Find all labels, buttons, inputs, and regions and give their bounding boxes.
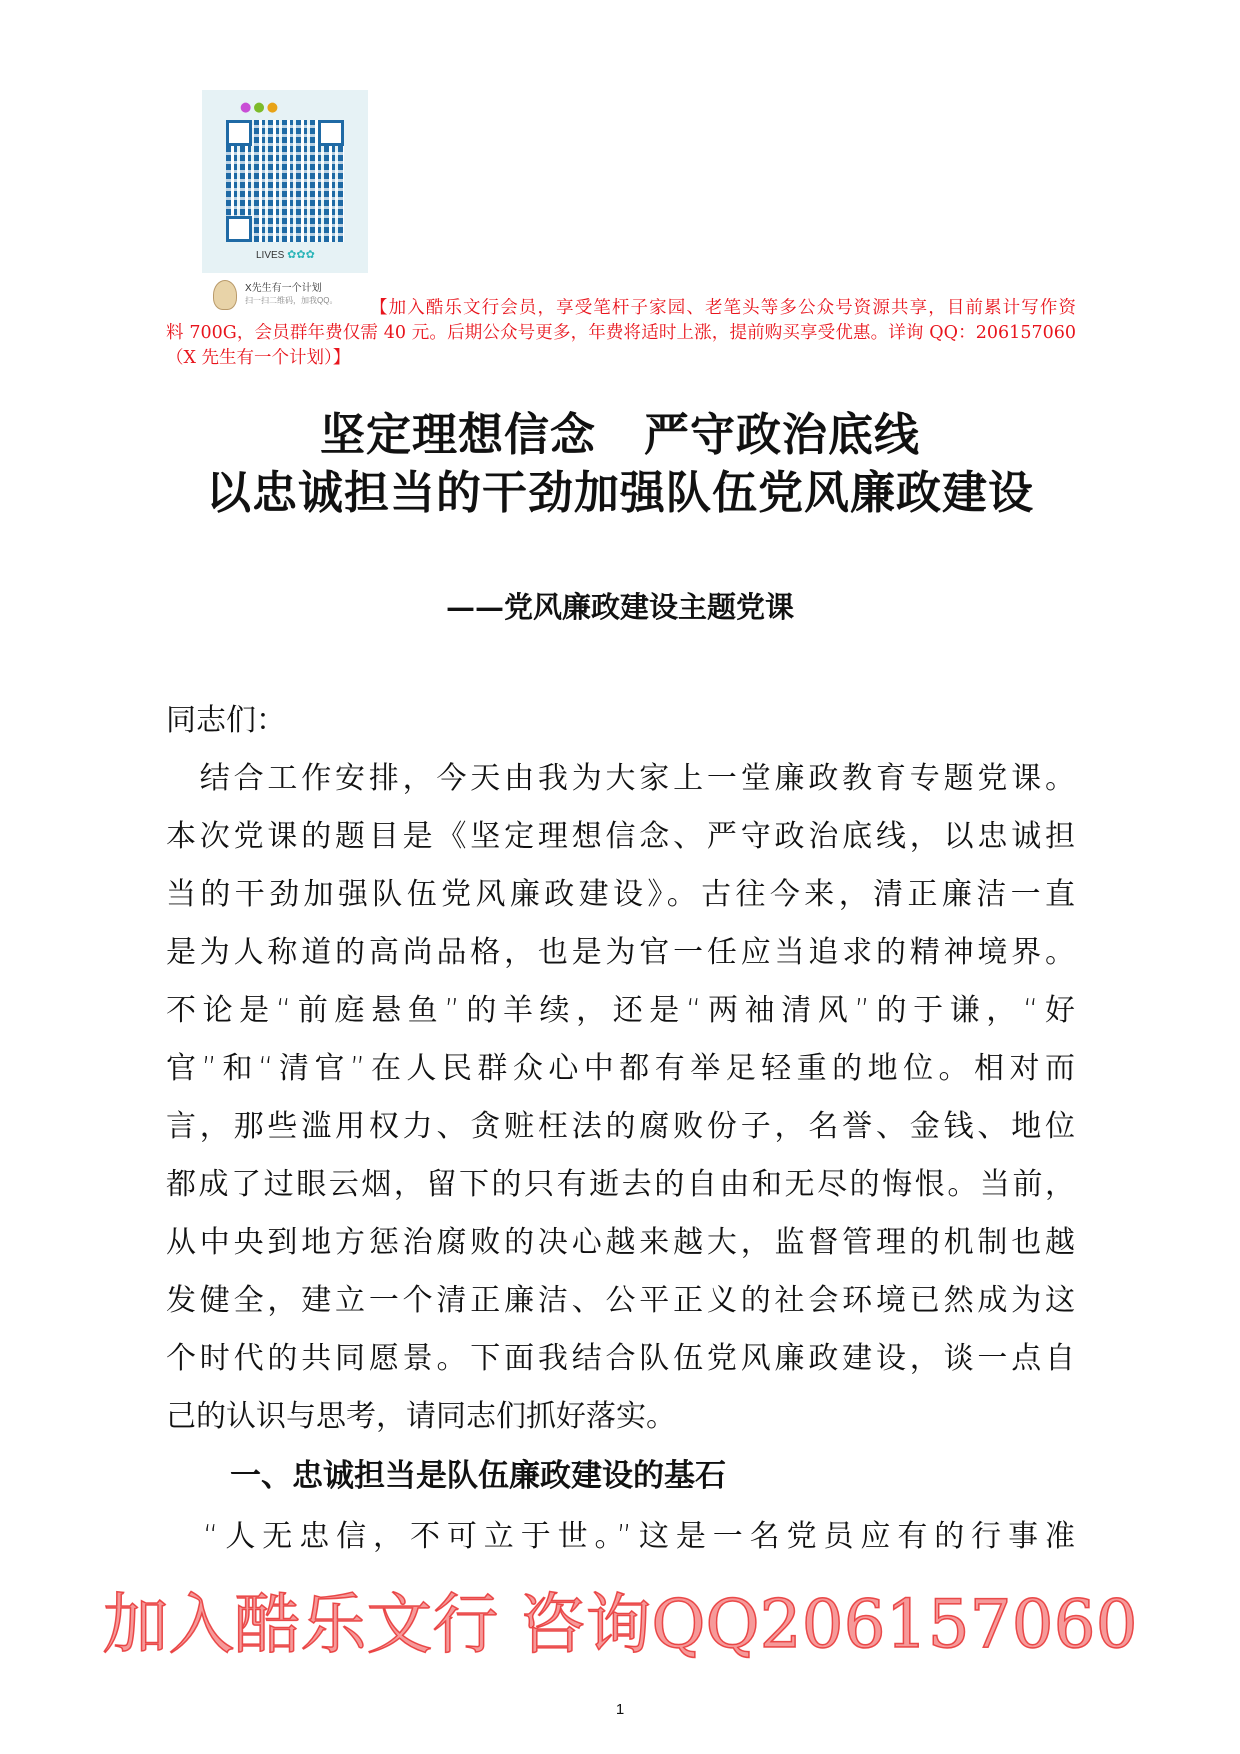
document-title-line-2: 以忠诚担当的干劲加强队伍党风廉政建设 <box>205 466 1034 519</box>
greeting: 同志们： <box>166 703 286 738</box>
body-line: 是为人称道的高尚品格，也是为官一任应当追求的精神境界。 <box>166 935 1075 970</box>
avatar <box>213 280 237 310</box>
qr-finder-icon <box>318 120 344 146</box>
body-line: 本次党课的题目是《坚定理想信念、严守政治底线，以忠诚担 <box>166 819 1075 854</box>
qr-brand-text: LIVES ✿✿✿ <box>256 249 315 261</box>
ghost-icons: ●●● <box>240 100 281 115</box>
body-line: 当的干劲加强队伍党风廉政建设》。古往今来，清正廉洁一直 <box>166 877 1075 912</box>
promo-text-line: 【加入酷乐文行会员，享受笔杆子家园、老笔头等多公众号资源共享，目前累计写作资 <box>370 298 1076 318</box>
page-number: 1 <box>615 1701 625 1718</box>
qr-finder-icon <box>226 216 252 242</box>
body-line: 都成了过眼云烟，留下的只有逝去的自由和无尽的悔恨。当前， <box>166 1167 1075 1202</box>
body-line: 官”和“清官”在人民群众心中都有举足轻重的地位。相对而 <box>166 1051 1075 1086</box>
body-line: 个时代的共同愿景。下面我结合队伍党风廉政建设，谈一点自 <box>166 1341 1075 1376</box>
document-title-line-1 <box>0 398 1240 463</box>
body-line: 言，那些滥用权力、贪赃枉法的腐败份子，名誉、金钱、地位 <box>166 1109 1075 1144</box>
body-line: 从中央到地方惩治腐败的决心越来越大，监督管理的机制也越 <box>166 1225 1075 1260</box>
body-line: 发健全，建立一个清正廉洁、公平正义的社会环境已然成为这 <box>166 1283 1075 1318</box>
account-name: X先生有一个计划 <box>245 283 322 294</box>
promo-text-line: （X 先生有一个计划）】 <box>166 348 351 368</box>
body-line: 不论是“前庭悬鱼”的羊续，还是“两袖清风”的于谦，“好 <box>166 993 1075 1028</box>
title-part: 严守政治底线 <box>644 408 921 461</box>
body-line: 己的认识与思考，请同志们抓好落实。 <box>166 1399 676 1434</box>
qr-finder-icon <box>226 120 252 146</box>
account-subtitle: 扫一扫二维码，加我QQ。 <box>245 296 338 305</box>
document-subtitle: ——党风廉政建设主题党课 <box>445 590 794 624</box>
body-line: 结合工作安排，今天由我为大家上一堂廉政教育专题党课。 <box>166 761 1075 796</box>
promo-text-line: 料 700G，会员群年费仅需 40 元。后期公众号更多，年费将适时上涨，提前购买享受优惠。详询 QQ：206157060 <box>166 323 1076 343</box>
body-line: “人无忠信，不可立于世。”这是一名党员应有的行事准 <box>166 1519 1075 1554</box>
watermark: 加入酷乐文行 咨询QQ206157060 <box>102 1586 1138 1663</box>
title-part: 坚定理想信念 <box>319 408 596 461</box>
section-heading: 一、忠诚担当是队伍廉政建设的基石 <box>230 1458 726 1494</box>
qr-code-image <box>202 90 368 273</box>
